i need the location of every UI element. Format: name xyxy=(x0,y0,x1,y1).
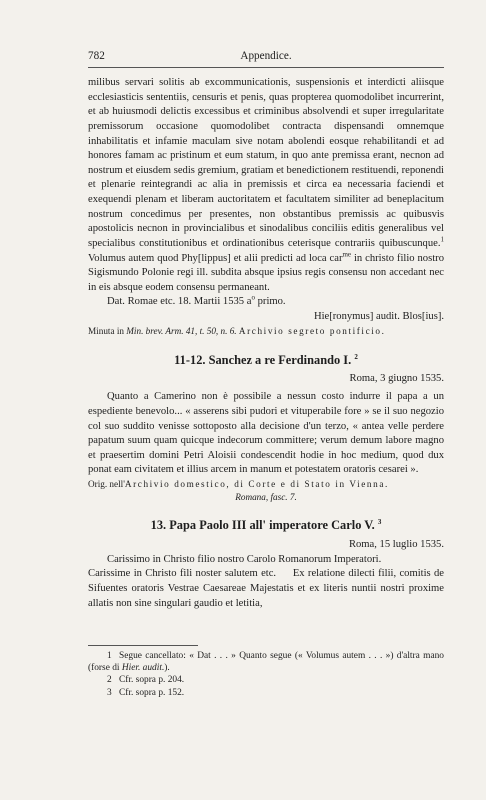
doc3-place-date: Roma, 15 luglio 1535. xyxy=(348,539,444,550)
doc2-paragraph: Quanto a Camerino non è possibile a nessun costo indurre il papa a un espediente benevolo... « asserens sibi pudori et vituperabile fore » se il suo negozio col suo suddito venisse sottoposto alla decisione d'un terzo, « antea velle perdere papatum suum quam quicque indecorum committere; verum demum labore magno et praesertim domini Petri Aloisii condescendit hodie in hoc medium, quod dux ponat eam civitatem et illius arcem in manum et potestatem oratoris cesarei ». xyxy=(88,391,444,476)
footnote-1: 1 Segue cancellato: « Dat . . . » Quanto segue (« Volumus autem . . . ») d'altra mano (forse di Hier. audit.). xyxy=(88,651,444,674)
footnote-rule xyxy=(88,645,198,646)
page-number: 782 xyxy=(88,50,105,62)
main-text xyxy=(88,76,447,611)
doc1-signature: Hie[ronymus] audit. Blos[ius]. xyxy=(313,311,444,322)
doc1-source-line: Minuta in Min. brev. Arm. 41, t. 50, n. 6. Archivio segreto pontificio. xyxy=(88,325,386,336)
doc1-date-line: Dat. Romae etc. 18. Martii 1535 $a^o$ primo. xyxy=(107,293,286,308)
doc3-opening: Carissimo in Christo filio nostro Carolo Romanorum Imperatori. xyxy=(107,553,382,565)
header-rule xyxy=(88,67,444,68)
footnotes xyxy=(88,650,444,699)
doc2-heading: 11-12. Sanchez a re Ferdinando I. $^2$ xyxy=(174,352,358,367)
running-title: Appendice. xyxy=(240,50,292,62)
footnote-3: 3 Cfr. sopra p. 152. xyxy=(107,687,185,698)
doc2-source-reference: Romana, fasc. 7. xyxy=(235,492,297,502)
footnote-2: 2 Cfr. sopra p. 204. xyxy=(107,675,185,686)
doc2-place-date: Roma, 3 giugno 1535. xyxy=(349,372,444,384)
doc3-paragraph: Carissime in Christo fili noster salutem etc. Ex relatione dilecti filii, comitis de Sifuentes oratoris Vestrae Caesareae Majestatis et ex literis nuntii nostri proxime allatis non sine singulari gaudio et letitia, xyxy=(88,568,447,609)
doc1-paragraph: milibus servari solitis ab excommunicationis, suspensionis et interdicti aliisque ecclesiasticis sententiis, censuris et penis, quas propterea quomodolibet incurrerint, et ab huiusmodi delictis excessibus et criminibus absolvendi et super irregularitate premissorum occasione quomodolibet contracta dispensandi omnemque inhabilitatis et infamie maculam sive notam abolendi eosque rehabilitandi et ad honores famam ac pristinum et eum statum, in quo ante premissa erant, necnon ad nostrum et eiusdem sedis gremium, gratiam et benedictionem restituendi, reponendi et plenarie reintegrandi ac alia in premissis et circa ea necessaria faciendi et exequendi plenam et liberam auctoritatem et facultatem similiter ad beneplacitum nostrum concedimus per presentes, non obstantibus premissis ac quibusvis apostolicis necnon in provincialibus et sinodalibus conciliis editis generalibus vel specialibus constitutionibus et ordinationibus ceterisque contrariis quibuscunque.$^1$ Volumus autem quod Phy[lippus] et alii predicti ad loca car$^{me}$ in christo filio nostro Sigismundo Polonie regi ill. subdita absque ipsius regis consensu non accedant nec in eis absque eodem consensu permaneant. xyxy=(88,77,444,293)
doc2-source-line: Orig. nell'Archivio domestico, di Corte e di Stato in Vienna. xyxy=(88,479,389,489)
doc3-heading: 13. Papa Paolo III all' imperatore Carlo V. $^3$ xyxy=(150,517,382,532)
footnote-ref-1: 1 xyxy=(440,235,444,244)
